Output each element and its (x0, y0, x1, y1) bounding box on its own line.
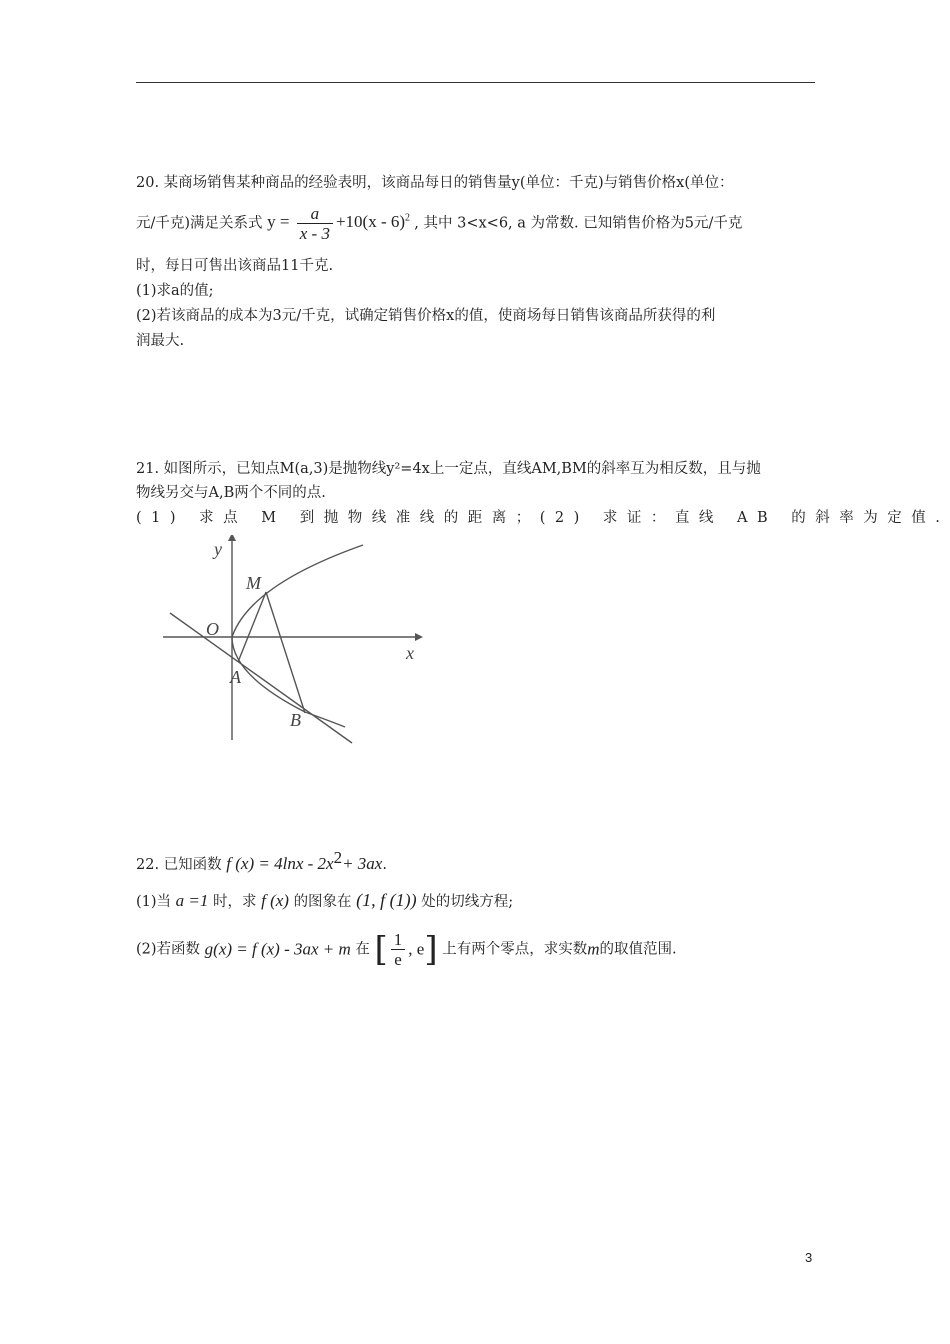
q20-formula (267, 204, 414, 243)
parabola-figure (160, 535, 430, 750)
q22-interval-fraction (391, 930, 406, 969)
q20-fraction (297, 204, 333, 243)
q22-line1 (136, 848, 816, 875)
q20-line2 (136, 204, 816, 244)
q22-interval-den: e (394, 950, 402, 969)
line-ab (170, 613, 352, 743)
label-y: y (214, 539, 222, 559)
q22-line1-post: . (382, 856, 387, 873)
q21-line3: (1) 求点 M 到抛物线准线的距离；(2) 求证：直线 AB 的斜率为定值. (136, 510, 950, 526)
q22-part1-cond: a =1 (175, 891, 209, 910)
q22-interval-right: , e (408, 939, 425, 959)
q22-line1-pre: 22. 已知函数 (136, 856, 222, 873)
q20-fraction-num: a (297, 204, 333, 224)
q20-formula-exp: 2 (405, 212, 411, 224)
y-axis-arrow (228, 535, 236, 541)
q20-line3: 时，每日可售出该商品11千克. (136, 258, 334, 274)
label-b: B (290, 710, 301, 730)
q22-part2 (136, 930, 816, 978)
q22-part1-point: (1, f (1)) (356, 890, 417, 910)
q22-part1-pre: (1)当 (136, 894, 172, 910)
label-x: x (406, 643, 414, 663)
q22-part2-post: 上有两个零点，求实数 (442, 941, 588, 958)
q20-line2-pre: 元/千克)满足关系式 (136, 215, 263, 232)
q22-function-tail: + 3ax (342, 853, 383, 873)
q22-part2-pre: (2)若函数 (136, 941, 201, 958)
q22-interval-num: 1 (391, 930, 406, 950)
q22-part2-m: m (587, 939, 600, 959)
q22-part2-mid: 在 (355, 941, 370, 958)
page-number: 3 (805, 1250, 813, 1265)
q22-function-exp: 2 (333, 848, 343, 867)
q22-part2-end: 的取值范围. (599, 941, 677, 958)
q21-line2: 物线另交与A,B两个不同的点. (136, 485, 326, 501)
interval-left-bracket: [ (374, 929, 388, 970)
q22-part1-post: 处的切线方程; (421, 894, 514, 910)
q22-part1-mid: 时，求 (213, 894, 257, 910)
x-axis-arrow (415, 633, 423, 641)
line-ma (238, 592, 266, 662)
interval-right-bracket: ] (424, 929, 438, 970)
q20-formula-y: y = (267, 212, 290, 232)
q22-part1-fx: f (x) (261, 891, 289, 910)
q22-part1-mid2: 的图象在 (293, 894, 352, 910)
q20-line1: 20. 某商场销售某种商品的经验表明，该商品每日的销售量y(单位：千克)与销售价格x(单位： (136, 175, 734, 191)
q20-formula-tail: +10(x - 6) (335, 212, 406, 232)
label-a: A (230, 667, 241, 687)
q20-part1: (1)求a的值; (136, 283, 214, 299)
q22-function: f (x) = 4lnx - 2x (226, 853, 334, 873)
q20-part2-line1: (2)若该商品的成本为3元/千克，试确定销售价格x的值，使商场每日销售该商品所获得的利 (136, 308, 716, 324)
q20-fraction-den: x - 3 (299, 224, 330, 243)
q21-line1: 21. 如图所示，已知点M(a,3)是抛物线y²=4x上一定点，直线AM,BM的斜率互为相反数，且与抛 (136, 461, 761, 477)
header-rule (136, 82, 815, 83)
q22-part2-formula: g(x) = f (x) - 3ax + m (204, 939, 351, 959)
q22-part1 (136, 890, 816, 912)
label-m: M (246, 573, 261, 593)
label-o: O (206, 619, 219, 639)
q20-part2-line2: 润最大. (136, 333, 185, 349)
q20-line2-post: , 其中 3<x<6, a 为常数. 已知销售价格为5元/千克 (414, 215, 743, 232)
